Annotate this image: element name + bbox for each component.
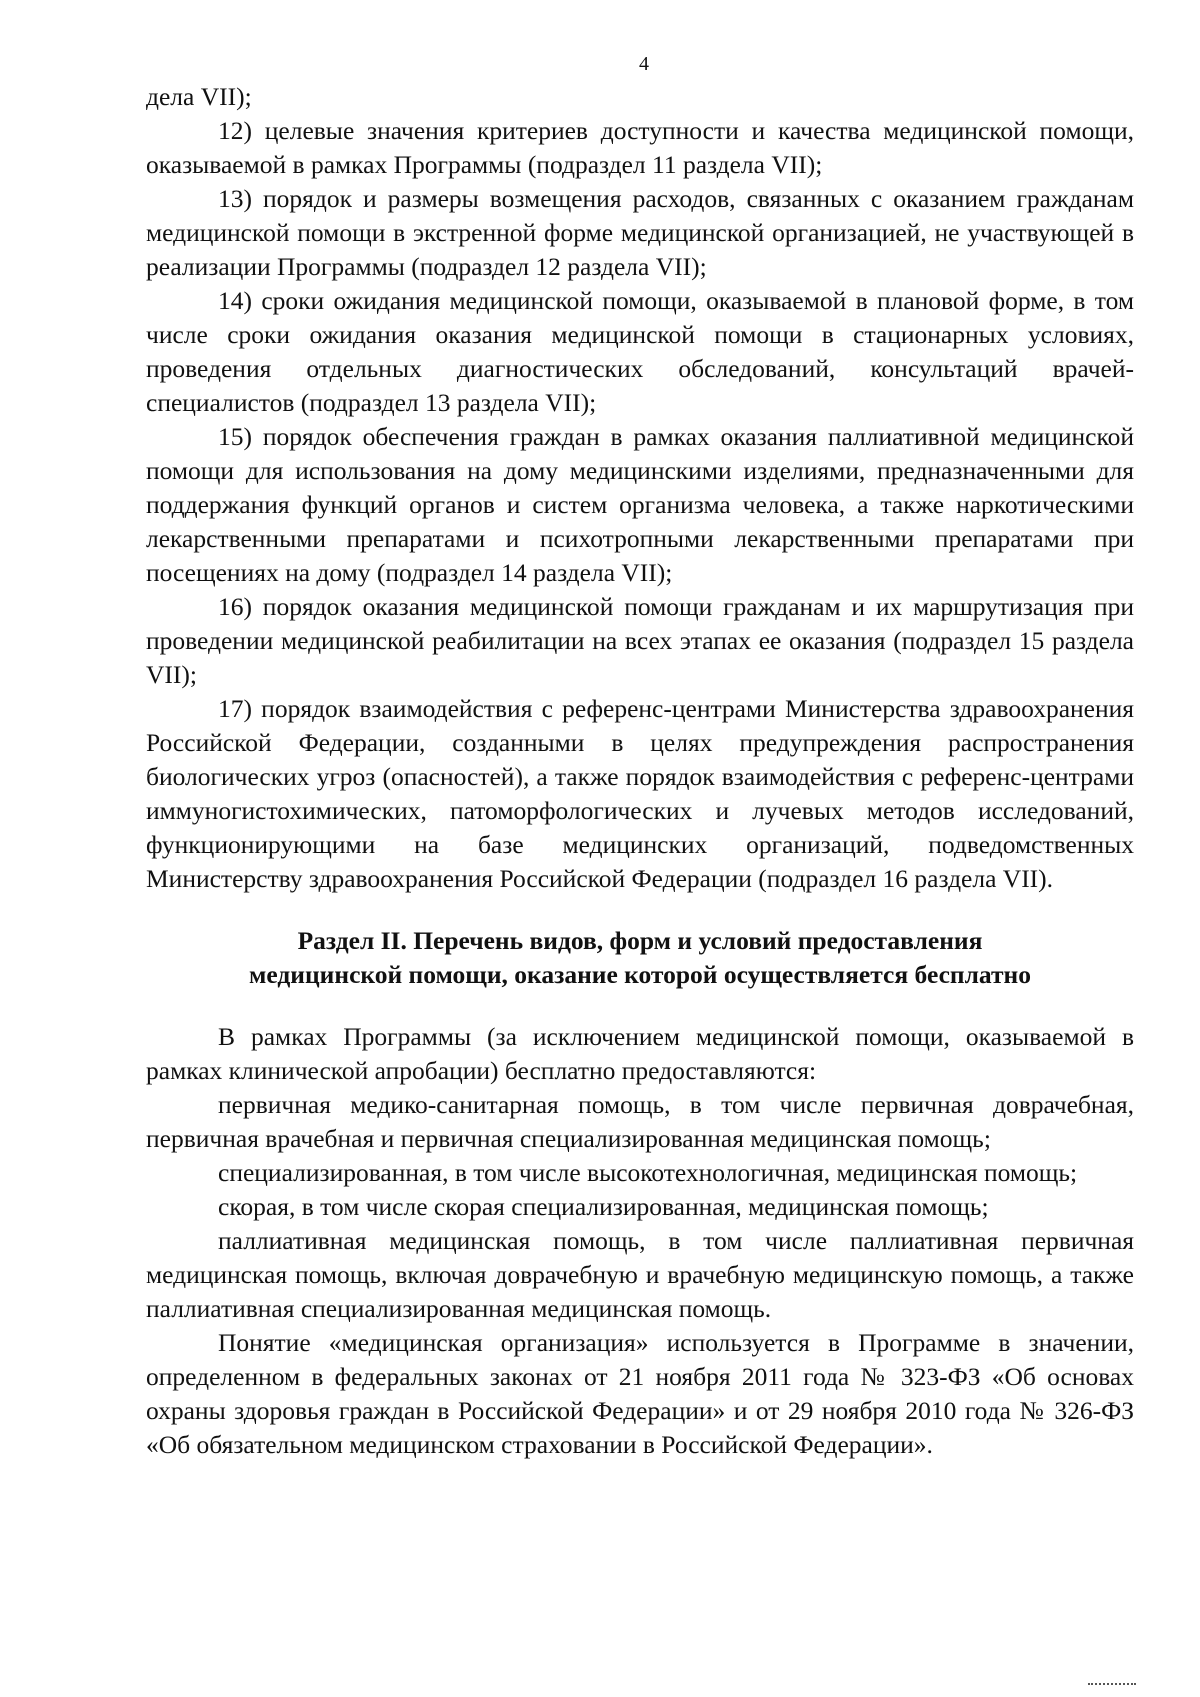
section-heading-line-1: Раздел II. Перечень видов, форм и условий предоставления [297,926,983,955]
list-item-14: 14) сроки ожидания медицинской помощи, оказываемой в плановой форме, в том числе сроки ожидания оказания медицинской помощи в стационарных условиях, проведения отдельных диагностических обследований, консультаций врачей-специалистов (подраздел 13 раздела VII); [146,286,1134,417]
paragraph-emergency-care: скорая, в том числе скорая специализированная, медицинская помощь; [218,1192,989,1221]
paragraph-definition: Понятие «медицинская организация» используется в Программе в значении, определенном в федеральных законах от 21 ноября 2011 года № 323-ФЗ «Об основах охраны здоровья граждан в Российской Федерации» и от 29 ноября 2010 года № 326-ФЗ «Об обязательном медицинском страховании в Российской Федерации». [146,1328,1134,1459]
paragraph-intro: В рамках Программы (за исключением медицинской помощи, оказываемой в рамках клинической апробации) бесплатно предоставляются: [146,1022,1134,1085]
list-item-12: 12) целевые значения критериев доступности и качества медицинской помощи, оказываемой в рамках Программы (подраздел 11 раздела VII); [146,116,1134,179]
section-heading [146,924,1134,992]
section-heading-line-2: медицинской помощи, оказание которой осуществляется бесплатно [249,960,1031,989]
scan-artifact [1088,1683,1136,1691]
list-item-17: 17) порядок взаимодействия с референс-центрами Министерства здравоохранения Российской Федерации, созданными в целях предупреждения распространения биологических угроз (опасностей), а также порядок взаимодействия с референс-центрами иммуногистохимических, патоморфологических и лучевых методов исследований, функционирующими на базе медицинских организаций, подведомственных Министерству здравоохранения Российской Федерации (подраздел 16 раздела VII). [146,694,1134,893]
list-continuation [146,80,1134,896]
list-item-13: 13) порядок и размеры возмещения расходов, связанных с оказанием гражданам медицинской помощи в экстренной форме медицинской организацией, не участвующей в реализации Программы (подраздел 12 раздела VII); [146,184,1134,281]
paragraph-palliative-care: паллиативная медицинская помощь, в том числе паллиативная первичная медицинская помощь, включая доврачебную и врачебную медицинскую помощь, а также паллиативная специализированная медицинская помощь. [146,1226,1134,1323]
page-number: 4 [639,53,649,75]
paragraph-continuation: дела VII); [146,82,252,111]
list-item-15: 15) порядок обеспечения граждан в рамках оказания паллиативной медицинской помощи для использования на дому медицинскими изделиями, предназначенными для поддержания функций органов и систем организма человека, а также наркотическими лекарственными препаратами и психотропными лекарственными препаратами при посещениях на дому (подраздел 14 раздела VII); [146,422,1134,587]
paragraph-specialized-care: специализированная, в том числе высокотехнологичная, медицинская помощь; [218,1158,1078,1187]
section-body [146,1020,1134,1462]
list-item-16: 16) порядок оказания медицинской помощи гражданам и их маршрутизация при проведении медицинской реабилитации на всех этапах ее оказания (подраздел 15 раздела VII); [146,592,1134,689]
paragraph-primary-care: первичная медико-санитарная помощь, в том числе первичная доврачебная, первичная врачебная и первичная специализированная медицинская помощь; [146,1090,1134,1153]
